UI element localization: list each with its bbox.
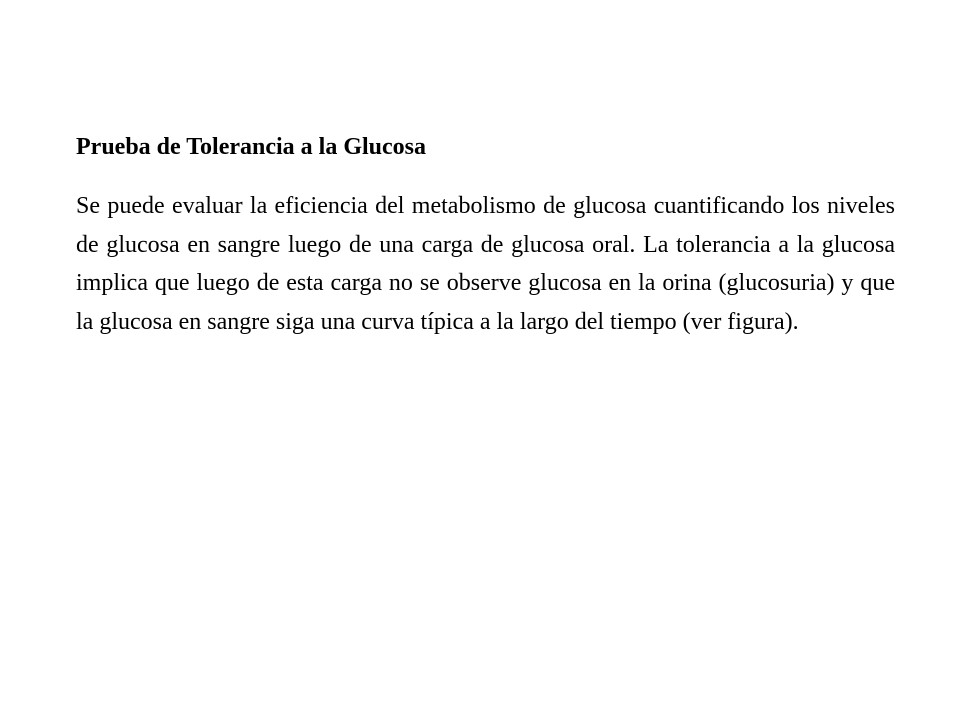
slide-content	[76, 128, 895, 341]
slide-title: Prueba de Tolerancia a la Glucosa	[76, 134, 427, 160]
slide-paragraph: Se puede evaluar la eficiencia del metabolismo de glucosa cuantificando los niveles de glucosa en sangre luego de una carga de glucosa oral. La tolerancia a la glucosa implica que luego de esta carga no se observe glucosa en la orina (glucosuria) y que la glucosa en sangre siga una curva típica a la largo del tiempo (ver figura).	[76, 193, 895, 335]
